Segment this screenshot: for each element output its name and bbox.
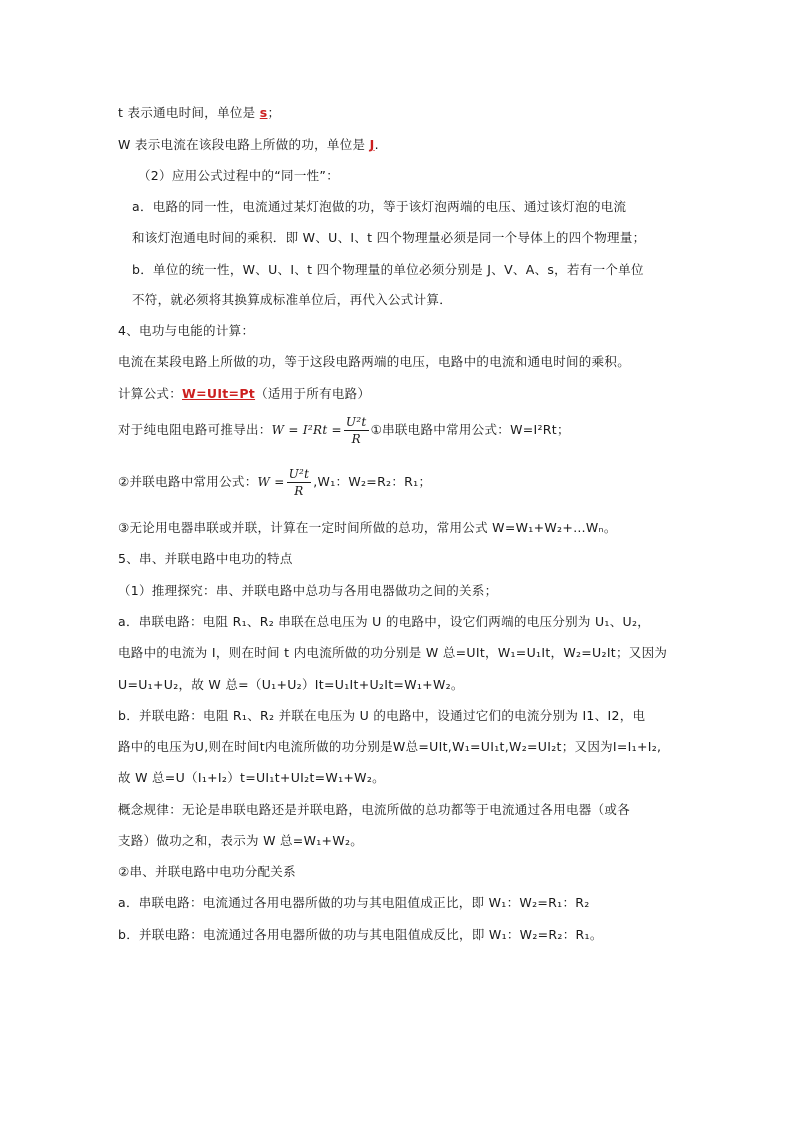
text-line: a．电路的同一性，电流通过某灯泡做的功，等于该灯泡两端的电压、通过该灯泡的电流	[132, 199, 627, 214]
text-line: 支路）做功之和，表示为 W 总=W₁+W₂。	[118, 833, 364, 848]
text-line: b．并联电路：电流通过各用电器所做的功与其电阻值成反比，即 W₁：W₂=R₂：R₁。	[118, 927, 603, 942]
text-line: 不符，就必须将其换算成标准单位后，再代入公式计算．	[132, 292, 453, 307]
text-line: 路中的电压为U,则在时间t内电流所做的功分别是W总=UIt,W₁=UI₁t,W₂=UI₂t；又因为I=I₁+I₂,	[118, 739, 662, 754]
text-line: （1）推理探究：串、并联电路中总功与各用电器做功之间的关系；	[118, 583, 498, 598]
text-line: ③无论用电器串联或并联，计算在一定时间所做的总功，常用公式 W=W₁+W₂+…Wₙ。	[118, 520, 617, 535]
text-line: 电路中的电流为 I，则在时间 t 内电流所做的功分别是 W 总=UIt，W₁=U₁It，W₂=U₂It；又因为	[118, 645, 668, 660]
unit-j: J	[369, 137, 375, 152]
fraction: $\frac{\text{U²t}}{R}$	[288, 467, 310, 498]
unit-s: s	[259, 105, 268, 120]
formula-main: W=UIt=Pt	[182, 386, 256, 401]
text-line: ②串、并联电路中电功分配关系	[118, 864, 296, 879]
text-line: b．单位的统一性，W、U、I、t 四个物理量的单位必须分别是 J、V、A、s，若有一个单位	[132, 262, 644, 277]
text-line: a．串联电路：电流通过各用电器所做的功与其电阻值成正比，即 W₁：W₂=R₁：R₂	[118, 895, 590, 910]
text-line: （2）应用公式过程中的“同一性”：	[138, 168, 340, 183]
section-heading: 5、串、并联电路中电功的特点	[118, 551, 293, 566]
formula-line: ②并联电路中常用公式：W = $\frac{\text{U²t}}{R}$ ,W₁：W₂=R₂：R₁；	[118, 467, 432, 498]
formula-lhs: W =	[257, 475, 285, 489]
formula-line: 对于纯电阻电路可推导出：W = I²Rt = $\frac{\text{U²t}}{R}$ ①串联电路中常用公式：W=I²Rt；	[118, 415, 570, 446]
text-line: 概念规律：无论是串联电路还是并联电路，电流所做的总功都等于电流通过各用电器（或各	[118, 802, 631, 817]
text-line: 故 W 总=U（I₁+I₂）t=UI₁t+UI₂t=W₁+W₂。	[118, 770, 385, 785]
fraction: $\frac{\text{U²t}}{R}$	[345, 415, 367, 446]
text-line: 计算公式：W=UIt=Pt（适用于所有电路）	[118, 386, 371, 401]
text-line: b．并联电路：电阻 R₁、R₂ 并联在电压为 U 的电路中，设通过它们的电流分别为 I1、I2，电	[118, 708, 646, 723]
formula-lhs: W = I²Rt =	[271, 423, 342, 437]
text-line: 和该灯泡通电时间的乘积．即 W、U、I、t 四个物理量必须是同一个导体上的四个物理量；	[132, 230, 646, 245]
text-line: t 表示通电时间，单位是 s；	[118, 105, 281, 120]
text-line: U=U₁+U₂，故 W 总=（U₁+U₂）It=U₁It+U₂It=W₁+W₂。	[118, 677, 464, 692]
text-line: W 表示电流在该段电路上所做的功，单位是 J.	[118, 137, 379, 152]
text-line: 电流在某段电路上所做的功，等于这段电路两端的电压，电路中的电流和通电时间的乘积。	[118, 354, 631, 369]
section-heading: 4、电功与电能的计算：	[118, 323, 255, 338]
text-line: a．串联电路：电阻 R₁、R₂ 串联在总电压为 U 的电路中，设它们两端的电压分别为 U₁、U₂，	[118, 614, 651, 629]
